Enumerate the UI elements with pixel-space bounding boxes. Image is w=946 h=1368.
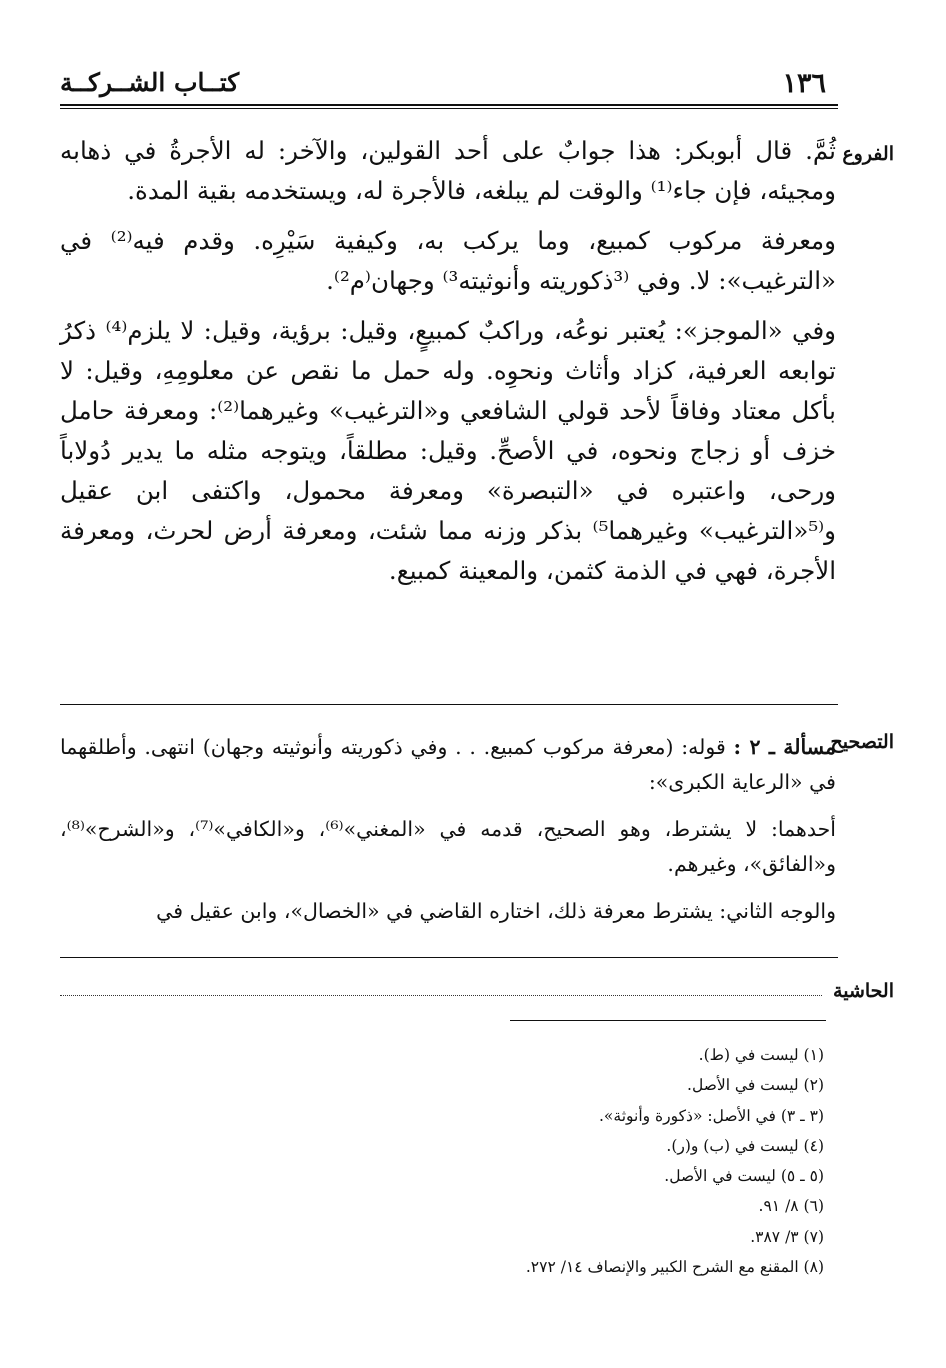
footnotes [404,1040,824,1282]
masala-label: مسألة ـ ٢ : [733,735,836,759]
side-label-tashih: التصحيح [830,731,894,753]
footnote: (٨) المقنع مع الشرح الكبير والإنصاف ١٤/ ٢٧٢. [525,1258,824,1277]
header-rule [60,104,838,106]
main-paragraph-1: ثُمَّ. قال أبوبكر: هذا جوابٌ على أحد القولين، والآخر: له الأجرةُ في ذهابه ومجيئه، فإن جاء⁽¹⁾ والوقت لم يبلغه، فالأجرة له، ويستخدمه بقية المدة. [60,136,836,205]
side-label-furu: الفروع [842,143,894,165]
main-paragraph-2: ومعرفة مركوب كمبيع، وما يركب به، وكيفية سَيْرِه. وقدم فيه⁽²⁾ في «الترغيب»: لا. وفي ⁽³ذكوريته وأنوثيته³⁾ وجهان⁽م²⁾. [60,226,837,295]
header-rule-thin [60,108,838,109]
masala-paragraph [60,730,836,800]
section-divider-lower [60,957,838,958]
section-divider [60,704,838,705]
footnote-rule [510,1020,826,1021]
page-number: ١٣٦ [782,68,826,99]
main-text [60,131,836,591]
correction-text [60,730,836,929]
main-paragraph-3: وفي «الموجز»: يُعتبر نوعُه، وراكبٌ كمبيعٍ، وقيل: برؤية، وقيل: لا يلزم⁽⁴⁾ ذكرُ توابعه العرفية، كزاد وأثاث ونحوِه. وله حمل ما نقص عن معلومِهِ، وقيل: لا بأكل معتاد وفاقاً لأحد قولي الشافعي و«الترغيب» وغيرهما⁽²⁾: ومعرفة حامل خزف أو زجاج ونحوه، في الأصحِّ. وقيل: مطلقاً، ويتوجه مثله ما يدير دُولاباً ورحى، واعتبره في «التبصرة» ومعرفة محمول، واكتفى ابن عقيل و⁽⁵«الترغيب» وغيرهما⁵⁾ بذكر وزنه مما شئت، ومعرفة أرض لحرث، ومعرفة الأجرة، فهي في الذمة كثمن، والمعينة كمبيع. [60,316,836,585]
side-label-hashiya: الحاشية [833,980,894,1002]
footnote: (٥ ـ ٥) ليست في الأصل. [664,1167,824,1186]
footnote: (٤) ليست في (ب) و(ر). [666,1136,824,1155]
first-view: أحدهما: لا يشترط، وهو الصحيح، قدمه في «المغني»⁽⁶⁾، و«الكافي»⁽⁷⁾، و«الشرح»⁽⁸⁾، و«الفائق»، وغيرهم. [60,817,836,876]
second-view: والوجه الثاني: يشترط معرفة ذلك، اختاره القاضي في «الخصال»، وابن عقيل في [156,899,836,923]
running-title: كتــاب الشــركــة [60,68,240,97]
footnote: (٦) ٨/ ٩١. [758,1197,824,1216]
footnote: (٢) ليست في الأصل. [687,1076,824,1095]
footnote: (٣ ـ ٣) في الأصل: «ذكورة وأنوثة». [598,1106,824,1125]
hashiya-dotted-line [60,995,822,996]
masala-text: قوله: (معرفة مركوب كمبيع. . . وفي ذكوريته وأنوثيته وجهان) انتهى. وأطلقهما في «الرعاية الكبرى»: [60,735,836,794]
footnote: (٧) ٣/ ٣٨٧. [750,1227,824,1246]
footnote: (١) ليست في (ط). [698,1046,824,1064]
